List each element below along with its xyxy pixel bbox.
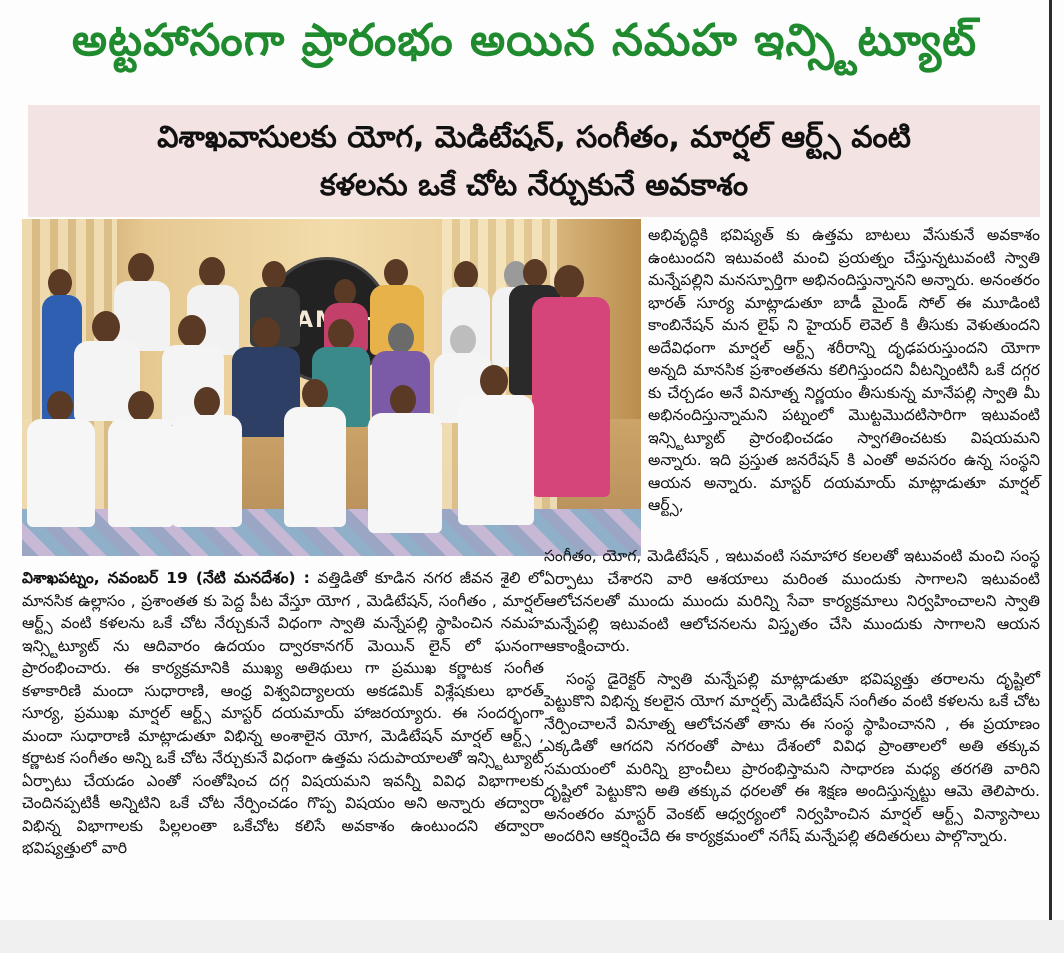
article-column-left bbox=[22, 567, 544, 860]
article-body-lead: వత్తిడితో కూడిన నగర జీవన శైలి లో మానసిక ఉల్లాసం , ప్రశాంతత కు పెద్ద పీట వేస్తూ యోగ , మెడిటేషన్, సంగీతం , మార్షల్ ఆర్ట్స్ వంటి కళలను ఒకే చోట నేర్చుకునే విధంగా స్వాతి మన్నేపల్లి స్థాపించిన నమహ ఇన్స్టిట్యూట్ ను ఆదివారం ఉదయం ద్వారకానగర్ మెయిన్ లైన్ లో ఘనంగా ప్రారంభించారు. ఈ కార్యక్రమానికి ముఖ్య అతిథులు గా ప్రముఖ కర్ణాటక సంగీత కళాకారిణి మందా సుధారాణి, ఆంధ్ర విశ్వవిద్యాలయ అకడమిక్ విశ్లేషకులు భారత్ సూర్య, ప్రముఖ మార్షల్ ఆర్ట్స్ మాస్టర్ దయమాయ్ హాజరయ్యారు. ఈ సందర్భంగా మందా సుధారాణి మాట్లాడుతూ విభిన్న అంశాలైన యోగ, మెడిటేషన్ మార్షల్ ఆర్ట్స్ , కర్ణాటక సంగీతం అన్ని ఒకే చోట నేర్చుకునే విధంగా ఉత్తమ సదుపాయాలతో ఇన్స్టిట్యూట్ ఏర్పాటు చేయడం ఎంతో సంతోషించ దగ్గ విషయమని ఇవన్నీ వివిధ విభాగాలకు చెందినప్పటికీ అన్నిటిని ఒకే చోట నేర్పించడం గొప్ప విషయం అని అన్నారు తద్వారా విభిన్న విభాగాలకు పిల్లలంతా ఒకేచోట కలిసే అవకాశం ఉంటుందని తద్వారా భవిష్యత్తులో వారి bbox=[22, 569, 544, 857]
group-photo bbox=[22, 219, 641, 556]
article-column-right-bottom bbox=[544, 545, 1040, 848]
article-paragraph: సంస్థ డైరెక్టర్ స్వాతి మన్నేపల్లి మాట్లాడుతూ భవిష్యత్తు తరాలను దృష్టిలో పెట్టుకొని విభిన్న కలలైన యోగ మార్షల్స్ మెడిటేషన్ సంగీతం వంటి కళలను ఒకే చోట నేర్పించాలనే వినూత్న ఆలోచనతో తాను ఈ సంస్థ స్థాపించానని , ఈ ప్రయాణం ఎక్కడితో ఆగదని నగరంతో పాటు దేశంలో వివిధ ప్రాంతాలలో అతి తక్కువ సమయంలో మరిన్ని బ్రాంచీలు ప్రారంభిస్తామని సాధారణ మధ్య తరగతి వారిని దృష్టిలో పెట్టుకొని అతి తక్కువ ధరలతో ఈ శిక్షణ అందిస్తున్నట్టు ఆమె తెలిపారు. అనంతరం మాస్టర్ వెంకట్ ఆధ్వర్యంలో నిర్వహించిన మార్షల్ ఆర్ట్స్ విన్యాసాలు అందరిని ఆకర్షించేది ఈ కార్యక్రమంలో నగేష్ మన్నేపల్లి తదితరులు పాల్గొన్నారు. bbox=[544, 669, 1040, 845]
article-paragraph: సంగీతం, యోగ, మెడిటేషన్ , ఇటువంటి సమాహార కలలతో ఇటువంటి మంచి సంస్థ ఏర్పాటు చేశారని వారి ఆశయాలు మరింత ముందుకు సాగాలని ఇటువంటి ఆలోచనలతో ముందు ముందు మరిన్ని సేవా కార్యక్రమాలు నిర్వహించాలని స్వాతి మన్నేపల్లి ఇటువంటి ఆలోచనలను విస్తృతం చేసి ముందుకు సాగాలని ఆయన ఆకాంక్షించారు. bbox=[544, 547, 1040, 655]
column-rule bbox=[1049, 0, 1052, 953]
article-paragraph bbox=[22, 567, 544, 860]
page-bottom-margin bbox=[0, 920, 1064, 953]
dateline: విశాఖపట్నం, నవంబర్ 19 (నేటి మనదేశం) : bbox=[22, 569, 310, 587]
headline: అట్టహాసంగా ప్రారంభం అయిన నమహ ఇన్స్టిట్యూట్ bbox=[71, 15, 978, 66]
article-column-right-top bbox=[648, 224, 1040, 517]
subheadline-line-2: కళలను ఒకే చోట నేర్చుకునే అవకాశం bbox=[319, 168, 749, 203]
article-paragraph: అభివృద్ధికి భవిష్యత్ కు ఉత్తమ బాటలు వేసుకునే అవకాశం ఉంటుందని ఇటువంటి మంచి ప్రయత్నం చేస్తున్నటువంటి స్వాతి మన్నేపల్లిని మనస్పూర్తిగా అభినందిస్తున్నానని అన్నారు. అనంతరం భారత్ సూర్య మాట్లాడుతూ బాడీ మైండ్ సోల్ ఈ మూడింటి కాంబినేషన్ మన లైఫ్ ని హైయర్ లెవెల్ కి తీసుకు వెళుతుందని అదేవిధంగా మార్షల్ ఆర్ట్స్ శరీరాన్ని దృఢపరుస్తుందని యోగా అన్నది మానసిక ప్రశాంతతను కలిగిస్తుందని వీటన్నింటినీ ఒకే దగ్గర కు చేర్చడం అనే వినూత్న నిర్ణయం తీసుకున్న మానేపల్లి స్వాతి మీ అభినందిస్తున్నామని పట్నంలో మొట్టమొదటిసారిగా ఇటువంటి ఇన్స్టిట్యూట్ ప్రారంభించడం స్వాగతించటకు విషయమని అన్నారు. ఇది ప్రస్తుత జనరేషన్ కి ఎంతో అవసరం ఉన్న సంస్థని ఆయన అన్నారు. మాస్టర్ దయమాయ్ మాట్లాడుతూ మార్షల్ ఆర్ట్స్, bbox=[648, 226, 1040, 514]
subheadline bbox=[28, 112, 1040, 212]
subheadline-line-1: విశాఖవాసులకు యోగ, మెడిటేషన్, సంగీతం, మార్షల్ ఆర్ట్స్ వంటి bbox=[157, 120, 911, 155]
